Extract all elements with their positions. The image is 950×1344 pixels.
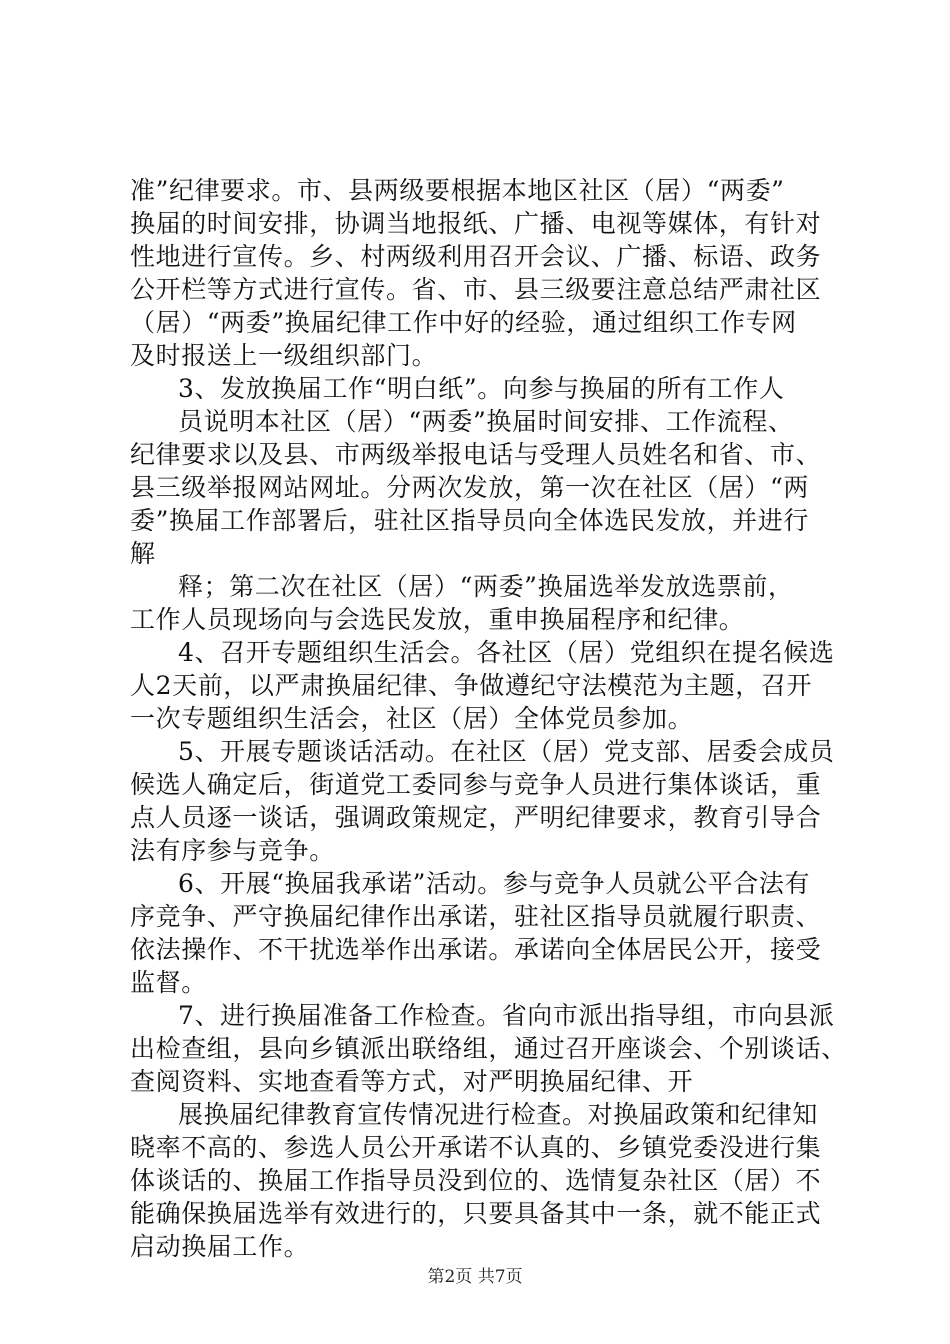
text-line: 能确保换届选举有效进行的，只要具备其中一条，就不能正式 (130, 1199, 822, 1228)
text-line: 工作人员现场向与会选民发放，重申换届程序和纪律。 (130, 605, 745, 634)
text-line: 性地进行宣传。乡、村两级利用召开会议、广播、标语、政务 (130, 242, 822, 271)
text-line: 纪律要求以及县、市两级举报电话与受理人员姓名和省、市、 (130, 440, 822, 469)
text-line: 解 (130, 539, 156, 568)
text-line: 人2天前，以严肃换届纪律、争做遵纪守法模范为主题，召开 (130, 671, 813, 700)
text-line: （居）“两委”换届纪律工作中好的经验，通过组织工作专网 (130, 308, 797, 337)
text-line: 换届的时间安排，协调当地报纸、广播、电视等媒体，有针对 (130, 209, 822, 238)
text-line: 展换届纪律教育宣传情况进行检查。对换届政策和纪律知 (178, 1100, 819, 1129)
text-line: 候选人确定后，街道党工委同参与竞争人员进行集体谈话，重 (130, 770, 822, 799)
text-line: 3、发放换届工作“明白纸”。向参与换届的所有工作人 (178, 374, 785, 403)
text-line: 4、召开专题组织生活会。各社区（居）党组织在提名候选 (178, 638, 835, 667)
text-line: 一次专题组织生活会，社区（居）全体党员参加。 (130, 704, 694, 733)
text-line: 5、开展专题谈话活动。在社区（居）党支部、居委会成员 (178, 737, 835, 766)
text-line: 监督。 (130, 968, 207, 997)
text-line: 县三级举报网站网址。分两次发放，第一次在社区（居）“两 (130, 473, 809, 502)
text-line: 点人员逐一谈话，强调政策规定，严明纪律要求，教育引导合 (130, 803, 822, 832)
text-line: 准”纪律要求。市、县两级要根据本地区社区（居）“两委” (130, 176, 785, 205)
text-line: 委”换届工作部署后，驻社区指导员向全体选民发放，并进行 (130, 506, 809, 535)
text-line: 6、开展“换届我承诺”活动。参与竞争人员就公平合法有 (178, 869, 811, 898)
text-line: 法有序参与竞争。 (130, 836, 335, 865)
text-line: 查阅资料、实地查看等方式，对严明换届纪律、开 (130, 1067, 694, 1096)
text-line: 体谈话的、换届工作指导员没到位的、选情复杂社区（居）不 (130, 1166, 822, 1195)
text-line: 及时报送上一级组织部门。 (130, 341, 438, 370)
text-line: 释；第二次在社区（居）“两委”换届选举发放选票前， (178, 572, 794, 601)
text-line: 公开栏等方式进行宣传。省、市、县三级要注意总结严肃社区 (130, 275, 822, 304)
text-line: 7、进行换届准备工作检查。省向市派出指导组，市向县派 (178, 1001, 835, 1030)
text-line: 晓率不高的、参选人员公开承诺不认真的、乡镇党委没进行集 (130, 1133, 822, 1162)
text-line: 序竞争、严守换届纪律作出承诺，驻社区指导员就履行职责、 (130, 902, 822, 931)
text-line: 员说明本社区（居）“两委”换届时间安排、工作流程、 (178, 407, 794, 436)
text-line: 启动换届工作。 (130, 1232, 310, 1261)
text-line: 出检查组，县向乡镇派出联络组，通过召开座谈会、个别谈话、 (130, 1034, 847, 1063)
text-line: 依法操作、不干扰选举作出承诺。承诺向全体居民公开，接受 (130, 935, 822, 964)
page-number-footer: 第2页 共7页 (427, 1267, 523, 1287)
